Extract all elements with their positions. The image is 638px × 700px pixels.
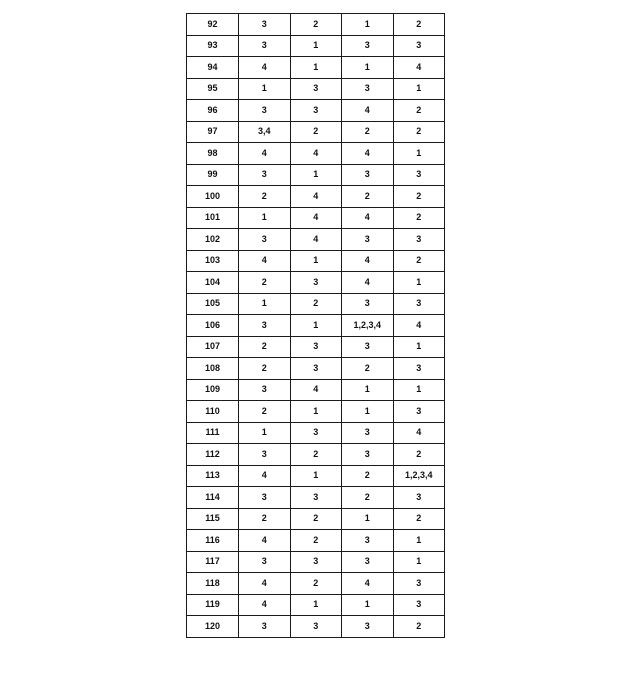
answer-cell-2: 4 xyxy=(290,229,342,251)
answer-cell-2: 2 xyxy=(290,293,342,315)
answer-cell-4: 3 xyxy=(393,487,445,509)
answer-cell-2: 1 xyxy=(290,35,342,57)
table-row xyxy=(187,379,445,401)
answer-cell-4: 1 xyxy=(393,272,445,294)
question-number-cell: 103 xyxy=(187,250,239,272)
answer-cell-2: 2 xyxy=(290,444,342,466)
table-row xyxy=(187,35,445,57)
answer-cell-1: 3 xyxy=(239,379,291,401)
answer-cell-1: 4 xyxy=(239,143,291,165)
question-number-cell: 111 xyxy=(187,422,239,444)
answer-cell-3: 1 xyxy=(342,379,394,401)
answer-cell-1: 4 xyxy=(239,530,291,552)
answer-cell-3: 3 xyxy=(342,422,394,444)
answer-cell-1: 2 xyxy=(239,336,291,358)
answer-cell-2: 3 xyxy=(290,272,342,294)
question-number-cell: 112 xyxy=(187,444,239,466)
answer-cell-4: 4 xyxy=(393,315,445,337)
question-number-cell: 105 xyxy=(187,293,239,315)
answer-cell-2: 2 xyxy=(290,14,342,36)
answer-cell-3: 3 xyxy=(342,293,394,315)
table-row xyxy=(187,229,445,251)
answer-cell-4: 3 xyxy=(393,164,445,186)
answer-cell-2: 1 xyxy=(290,164,342,186)
answer-cell-4: 1 xyxy=(393,336,445,358)
answer-cell-4: 1 xyxy=(393,78,445,100)
answer-cell-3: 3 xyxy=(342,35,394,57)
answer-cell-4: 1,2,3,4 xyxy=(393,465,445,487)
answer-cell-1: 3 xyxy=(239,315,291,337)
answer-cell-2: 3 xyxy=(290,487,342,509)
answer-cell-1: 2 xyxy=(239,401,291,423)
answer-cell-2: 4 xyxy=(290,379,342,401)
answer-cell-2: 1 xyxy=(290,465,342,487)
question-number-cell: 92 xyxy=(187,14,239,36)
table-row xyxy=(187,444,445,466)
answer-cell-4: 3 xyxy=(393,293,445,315)
answer-cell-3: 2 xyxy=(342,186,394,208)
answer-cell-3: 2 xyxy=(342,121,394,143)
answer-cell-1: 2 xyxy=(239,508,291,530)
table-row xyxy=(187,100,445,122)
answer-cell-1: 1 xyxy=(239,207,291,229)
answer-cell-3: 3 xyxy=(342,78,394,100)
answer-cell-2: 3 xyxy=(290,358,342,380)
answer-cell-1: 3 xyxy=(239,551,291,573)
answer-cell-3: 3 xyxy=(342,164,394,186)
answer-cell-1: 3 xyxy=(239,14,291,36)
answer-cell-2: 1 xyxy=(290,315,342,337)
question-number-cell: 115 xyxy=(187,508,239,530)
answer-cell-3: 3 xyxy=(342,444,394,466)
answer-cell-3: 1 xyxy=(342,401,394,423)
answer-key-table xyxy=(186,13,445,638)
answer-cell-2: 2 xyxy=(290,530,342,552)
answer-cell-3: 3 xyxy=(342,530,394,552)
question-number-cell: 108 xyxy=(187,358,239,380)
answer-cell-1: 4 xyxy=(239,465,291,487)
question-number-cell: 100 xyxy=(187,186,239,208)
answer-cell-1: 3,4 xyxy=(239,121,291,143)
answer-cell-2: 3 xyxy=(290,336,342,358)
answer-cell-4: 1 xyxy=(393,530,445,552)
question-number-cell: 102 xyxy=(187,229,239,251)
answer-cell-1: 3 xyxy=(239,229,291,251)
table-row xyxy=(187,315,445,337)
answer-cell-4: 2 xyxy=(393,616,445,638)
answer-cell-3: 4 xyxy=(342,207,394,229)
answer-cell-1: 2 xyxy=(239,186,291,208)
answer-cell-4: 2 xyxy=(393,14,445,36)
table-row xyxy=(187,358,445,380)
question-number-cell: 95 xyxy=(187,78,239,100)
question-number-cell: 94 xyxy=(187,57,239,79)
question-number-cell: 97 xyxy=(187,121,239,143)
answer-cell-2: 3 xyxy=(290,78,342,100)
answer-cell-1: 3 xyxy=(239,35,291,57)
answer-cell-2: 2 xyxy=(290,508,342,530)
answer-cell-4: 2 xyxy=(393,100,445,122)
answer-cell-2: 4 xyxy=(290,207,342,229)
answer-cell-1: 3 xyxy=(239,164,291,186)
answer-cell-1: 1 xyxy=(239,78,291,100)
table-row xyxy=(187,143,445,165)
answer-cell-3: 3 xyxy=(342,336,394,358)
answer-cell-1: 3 xyxy=(239,487,291,509)
table-row xyxy=(187,78,445,100)
question-number-cell: 119 xyxy=(187,594,239,616)
question-number-cell: 93 xyxy=(187,35,239,57)
answer-cell-2: 3 xyxy=(290,422,342,444)
question-number-cell: 118 xyxy=(187,573,239,595)
answer-cell-2: 1 xyxy=(290,401,342,423)
table-row xyxy=(187,401,445,423)
table-row xyxy=(187,465,445,487)
question-number-cell: 120 xyxy=(187,616,239,638)
answer-cell-4: 3 xyxy=(393,573,445,595)
answer-cell-3: 2 xyxy=(342,487,394,509)
answer-cell-2: 4 xyxy=(290,143,342,165)
table-row xyxy=(187,121,445,143)
answer-cell-1: 4 xyxy=(239,57,291,79)
table-row xyxy=(187,616,445,638)
answer-cell-4: 2 xyxy=(393,250,445,272)
question-number-cell: 106 xyxy=(187,315,239,337)
answer-cell-2: 3 xyxy=(290,551,342,573)
answer-cell-4: 1 xyxy=(393,143,445,165)
answer-cell-3: 4 xyxy=(342,573,394,595)
table-row xyxy=(187,293,445,315)
question-number-cell: 96 xyxy=(187,100,239,122)
answer-cell-3: 4 xyxy=(342,250,394,272)
answer-cell-3: 1 xyxy=(342,508,394,530)
table-row xyxy=(187,207,445,229)
answer-cell-1: 4 xyxy=(239,250,291,272)
question-number-cell: 116 xyxy=(187,530,239,552)
answer-cell-3: 2 xyxy=(342,465,394,487)
answer-cell-4: 2 xyxy=(393,207,445,229)
answer-cell-4: 2 xyxy=(393,186,445,208)
table-row xyxy=(187,186,445,208)
answer-cell-4: 3 xyxy=(393,594,445,616)
answer-cell-2: 1 xyxy=(290,250,342,272)
table-row xyxy=(187,422,445,444)
answer-cell-3: 1,2,3,4 xyxy=(342,315,394,337)
answer-key-table-body xyxy=(187,14,445,638)
answer-cell-3: 4 xyxy=(342,143,394,165)
answer-cell-3: 2 xyxy=(342,358,394,380)
question-number-cell: 114 xyxy=(187,487,239,509)
answer-cell-1: 3 xyxy=(239,444,291,466)
question-number-cell: 113 xyxy=(187,465,239,487)
answer-cell-4: 3 xyxy=(393,229,445,251)
answer-cell-1: 1 xyxy=(239,422,291,444)
answer-cell-3: 4 xyxy=(342,100,394,122)
answer-cell-3: 3 xyxy=(342,551,394,573)
table-row xyxy=(187,508,445,530)
answer-cell-3: 1 xyxy=(342,594,394,616)
table-row xyxy=(187,551,445,573)
table-row xyxy=(187,250,445,272)
answer-cell-2: 1 xyxy=(290,57,342,79)
answer-cell-3: 3 xyxy=(342,229,394,251)
answer-cell-4: 2 xyxy=(393,444,445,466)
answer-cell-4: 1 xyxy=(393,551,445,573)
answer-cell-2: 1 xyxy=(290,594,342,616)
answer-cell-3: 3 xyxy=(342,616,394,638)
table-row xyxy=(187,530,445,552)
answer-cell-4: 2 xyxy=(393,121,445,143)
answer-cell-1: 4 xyxy=(239,594,291,616)
question-number-cell: 107 xyxy=(187,336,239,358)
table-row xyxy=(187,14,445,36)
table-row xyxy=(187,573,445,595)
table-row xyxy=(187,487,445,509)
question-number-cell: 104 xyxy=(187,272,239,294)
table-row xyxy=(187,272,445,294)
answer-cell-4: 3 xyxy=(393,35,445,57)
question-number-cell: 109 xyxy=(187,379,239,401)
table-row xyxy=(187,336,445,358)
answer-cell-1: 2 xyxy=(239,272,291,294)
answer-cell-1: 4 xyxy=(239,573,291,595)
answer-cell-1: 3 xyxy=(239,616,291,638)
answer-cell-2: 2 xyxy=(290,573,342,595)
answer-cell-2: 2 xyxy=(290,121,342,143)
answer-cell-3: 1 xyxy=(342,57,394,79)
question-number-cell: 99 xyxy=(187,164,239,186)
table-row xyxy=(187,164,445,186)
answer-cell-3: 1 xyxy=(342,14,394,36)
answer-cell-4: 4 xyxy=(393,57,445,79)
question-number-cell: 98 xyxy=(187,143,239,165)
answer-cell-1: 2 xyxy=(239,358,291,380)
answer-cell-1: 3 xyxy=(239,100,291,122)
answer-key-table-container xyxy=(186,13,445,638)
question-number-cell: 110 xyxy=(187,401,239,423)
answer-cell-2: 3 xyxy=(290,100,342,122)
answer-cell-1: 1 xyxy=(239,293,291,315)
answer-cell-4: 3 xyxy=(393,401,445,423)
answer-cell-2: 4 xyxy=(290,186,342,208)
table-row xyxy=(187,57,445,79)
table-row xyxy=(187,594,445,616)
answer-cell-4: 2 xyxy=(393,508,445,530)
answer-cell-4: 4 xyxy=(393,422,445,444)
question-number-cell: 101 xyxy=(187,207,239,229)
answer-cell-3: 4 xyxy=(342,272,394,294)
answer-cell-4: 1 xyxy=(393,379,445,401)
answer-cell-2: 3 xyxy=(290,616,342,638)
question-number-cell: 117 xyxy=(187,551,239,573)
answer-cell-4: 3 xyxy=(393,358,445,380)
